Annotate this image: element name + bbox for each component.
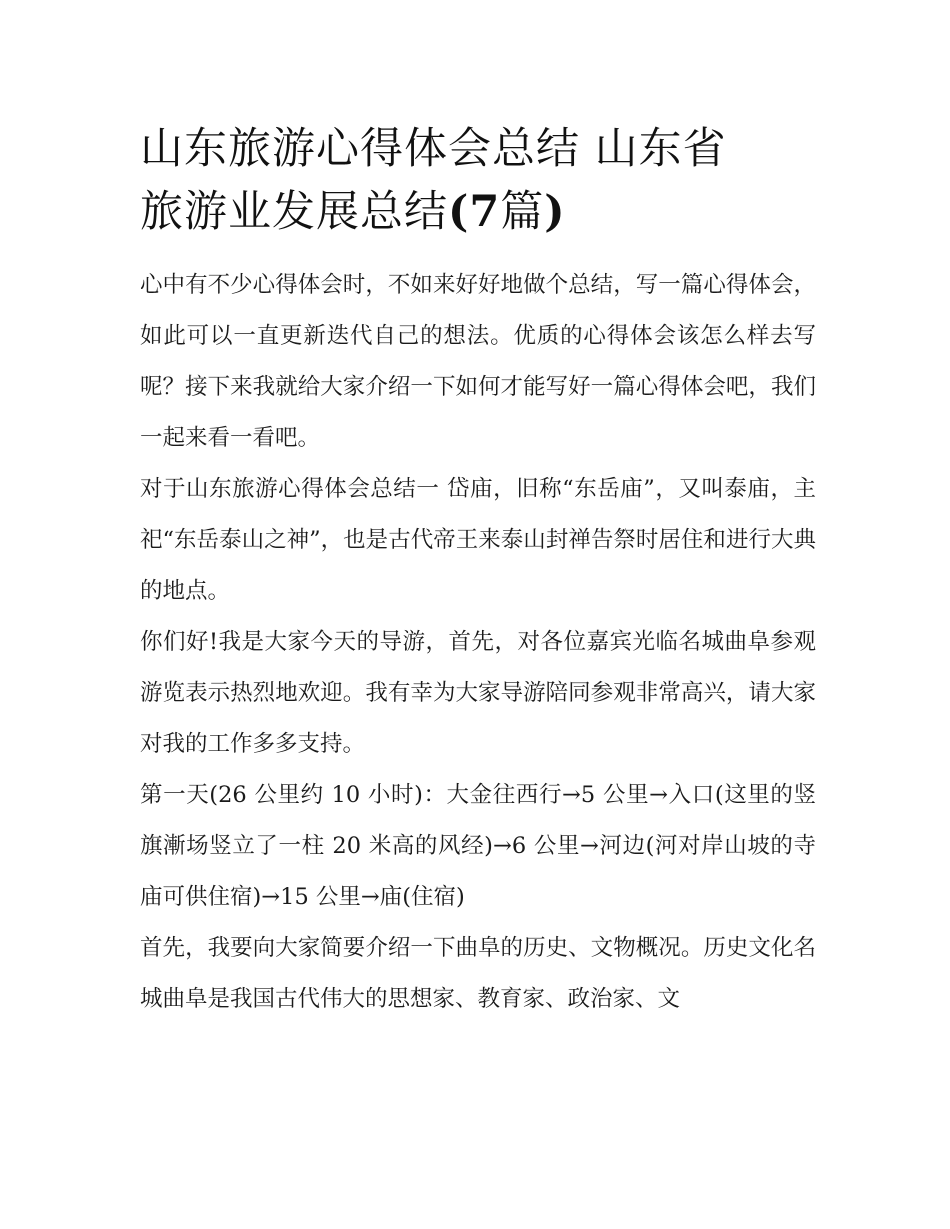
- paragraph-welcome: 你们好!我是大家今天的导游，首先，对各位嘉宾光临名城曲阜参观游览表示热烈地欢迎。我有幸为大家导游陪同参观非常高兴，请大家对我的工作多多支持。: [140, 629, 816, 757]
- title-line-1: 山东旅游心得体会总结 山东省: [140, 124, 727, 174]
- document-body: [140, 118, 816, 1025]
- paragraph-itinerary: 第一天(26 公里约 10 小时)：大金往西行→5 公里→入口(这里的竖旗漸场竖立了一柱 20 米高的风经)→6 公里→河边(河对岸山坡的寺庙可供住宿)→15 公里→庙(住宿): [140, 782, 816, 910]
- title-line-2-close: ): [544, 187, 566, 237]
- paragraph-qufu-history: 首先，我要向大家简要介绍一下曲阜的历史、文物概况。历史文化名城曲阜是我国古代伟大的思想家、教育家、政治家、文: [140, 935, 816, 1012]
- title-line-2-count: (7: [448, 187, 501, 237]
- document-title: [140, 118, 816, 244]
- paragraph-daimiao: 对于山东旅游心得体会总结一 岱庙，旧称“东岳庙”，又叫泰庙，主祀“东岳泰山之神”，也是古代帝王来泰山封禅告祭时居住和进行大典的地点。: [140, 476, 816, 604]
- title-line-2-text: 旅游业发展总结: [140, 187, 448, 237]
- paragraph-intro: 心中有不少心得体会时，不如来好好地做个总结，写一篇心得体会，如此可以一直更新迭代自己的想法。优质的心得体会该怎么样去写呢？接下来我就给大家介绍一下如何才能写好一篇心得体会吧，我们一起来看一看吧。: [140, 272, 816, 451]
- title-line-2-unit: 篇: [500, 187, 545, 237]
